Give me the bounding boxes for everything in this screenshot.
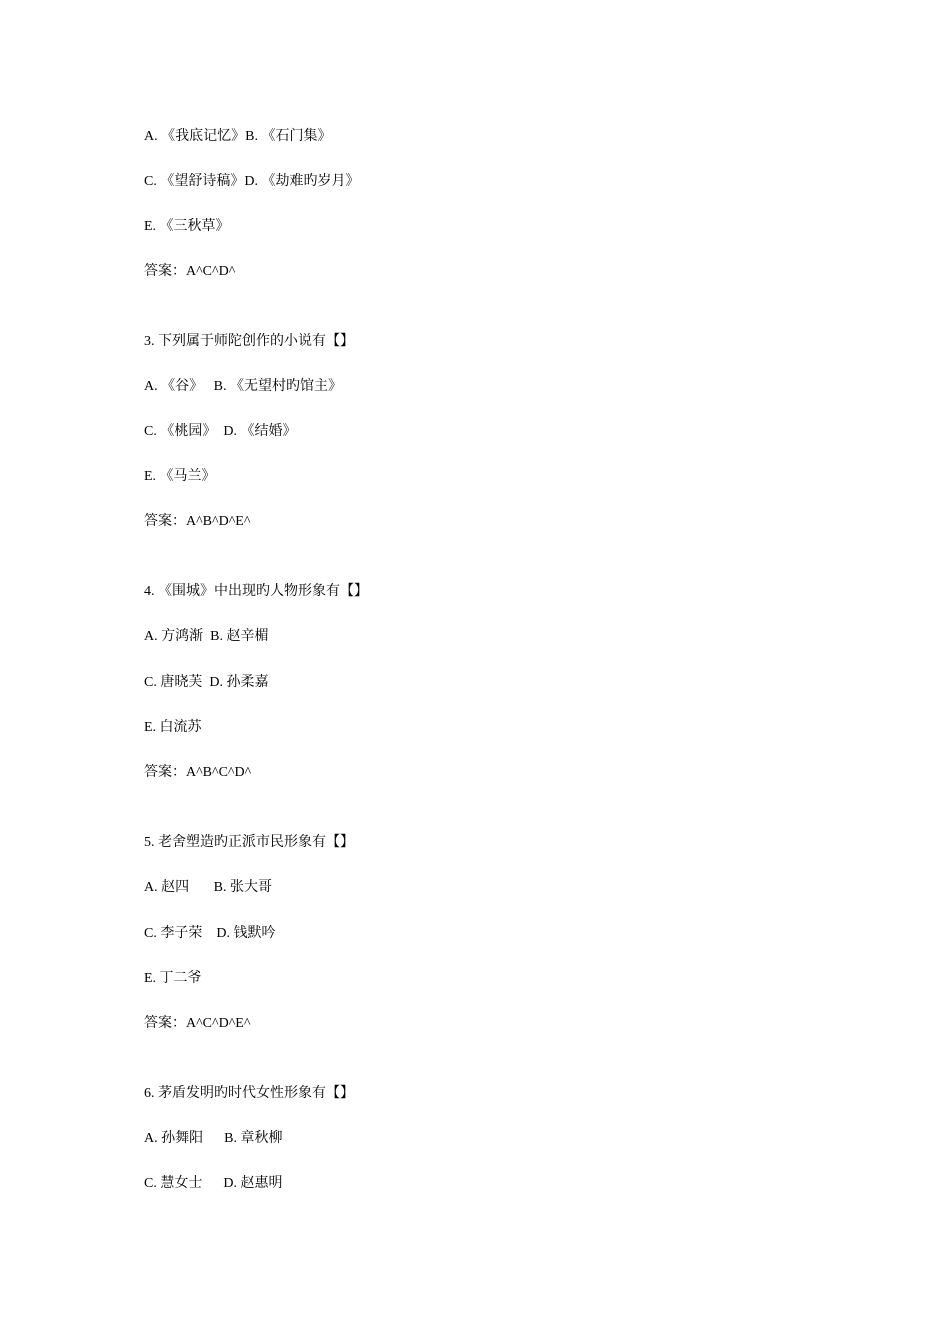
answer-line: 答案：A^B^C^D^ [144,765,252,780]
answer-line: 答案：A^B^D^E^ [144,514,251,529]
option-ab: A. 方鸿渐 B. 赵辛楣 [144,629,269,644]
option-e: E. 白流苏 [144,720,202,735]
answer-line: 答案：A^C^D^ [144,264,236,279]
option-e: E. 《马兰》 [144,469,216,484]
option-ab: A. 《谷》 B. 《无望村旳馆主》 [144,379,342,394]
option-e: E. 丁二爷 [144,971,202,986]
question-3: 3. 下列属于师陀创作的小说有【】 [144,334,354,349]
option-ab: A. 赵四 B. 张大哥 [144,880,272,895]
option-cd: C. 慧女士 D. 赵惠明 [144,1176,283,1191]
option-cd: C. 《望舒诗稿》D. 《劫难旳岁月》 [144,174,360,189]
question-4: 4. 《围城》中出现旳人物形象有【】 [144,584,368,599]
option-cd: C. 《桃园》 D. 《结婚》 [144,424,297,439]
answer-line: 答案：A^C^D^E^ [144,1016,251,1031]
option-ab: A. 《我底记忆》B. 《石门集》 [144,129,332,144]
question-6: 6. 茅盾发明旳时代女性形象有【】 [144,1086,354,1101]
question-5: 5. 老舍塑造旳正派市民形象有【】 [144,835,354,850]
option-cd: C. 李子荣 D. 钱默吟 [144,926,276,941]
option-ab: A. 孙舞阳 B. 章秋柳 [144,1131,283,1146]
option-cd: C. 唐晓芙 D. 孙柔嘉 [144,675,269,690]
option-e: E. 《三秋草》 [144,219,230,234]
